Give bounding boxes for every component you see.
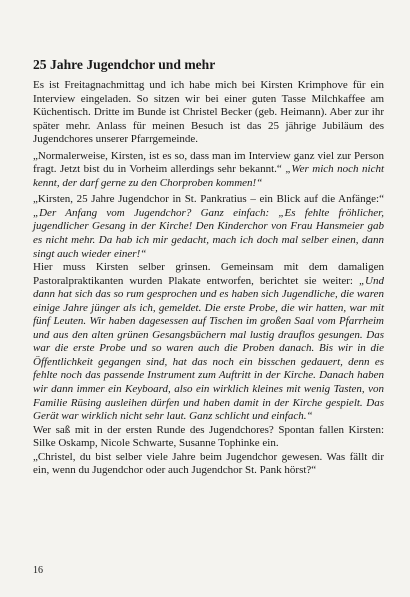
question-text: „Kirsten, 25 Jahre Jugendchor in St. Pankratius – ein Blick auf die Anfänge:“: [33, 193, 384, 206]
question-paragraph-1: [33, 150, 384, 191]
question-paragraph-3: „Christel, du bist selber viele Jahre beim Jugendchor gewesen. Was fällt dir ein, wenn du Jugendchor oder auch Jugendchor St. Pank hörst?“: [33, 450, 384, 477]
answer-text: „Der Anfang vom Jugendchor? Ganz einfach: „Es fehlte fröhlicher, jugendlicher Gesang in der Kirche! Den Kinderchor von Frau Hansmeier gab es nicht mehr. Da hab ich mir gedacht, mach ich doch mal selber einen, dann singt auch wieder einer!“: [33, 206, 384, 260]
quote-text: „Und dann hat sich das so rum gesprochen und es haben sich Jugendliche, die waren einige Jahre jünger als ich, gemeldet. Die erste Probe, die wir hatten, war mit fünf Leuten. Wir haben dagesessen auf Tischen im großen Saal vom Pfarrheim und aus den alten grünen Gesangsbüchern mal lustig drauflos gesungen. Das war die erste Probe und so waren auch die Proben danach. Bis wir in die Öffentlichkeit gegangen sind, hat das noch ein bisschen gedauert, denn es fehlte noch das passende Instrument zum Auftritt in der Kirche. Danach haben wir dann immer ein Keyboard, also ein wirklich kleines mit wenig Tasten, von Familie Rüsing ausleihen dürfen und haben damit in der Kirche gespielt. Das Gerät war wirklich nicht sehr laut. Ganz schlicht und einfach.“: [33, 274, 384, 423]
article-title: 25 Jahre Jugendchor und mehr: [33, 57, 216, 72]
narrative-paragraph: [33, 261, 384, 424]
answer-text: „Wer mich noch nicht kennt, der darf gerne zu den Chorproben kommen!“: [33, 163, 385, 189]
members-paragraph: Wer saß mit in der ersten Runde des Jugendchores? Spontan fallen Kirsten: Silke Oskamp, Nicole Schwarte, Susanne Tophinke ein.: [33, 423, 384, 450]
intro-paragraph: Es ist Freitagnachmittag und ich habe mich bei Kirsten Krimphove für ein Interview eingeladen. So sitzen wir bei einer guten Tasse Milchkaffee am Küchentisch. Dritte im Bunde ist Christel Becker (geb. Heimann). Aber zur ihr später mehr. Anlass für meinen Besuch ist das 25 jährige Jubiläum des Jugendchores unserer Pfarrgemeinde.: [33, 79, 384, 146]
page-number: 16: [33, 565, 43, 576]
narrative-text: Hier muss Kirsten selber grinsen. Gemeinsam mit dem damaligen Pastoralpraktikanten wurden Plakate entworfen, berichtet sie weiter:: [33, 261, 384, 287]
question-text: „Normalerweise, Kirsten, ist es so, dass man im Interview ganz viel zur Person fragt. Jetzt bist du in Vorheim allerdings sehr bekannt.“: [33, 149, 384, 176]
question-paragraph-2: [33, 193, 384, 261]
